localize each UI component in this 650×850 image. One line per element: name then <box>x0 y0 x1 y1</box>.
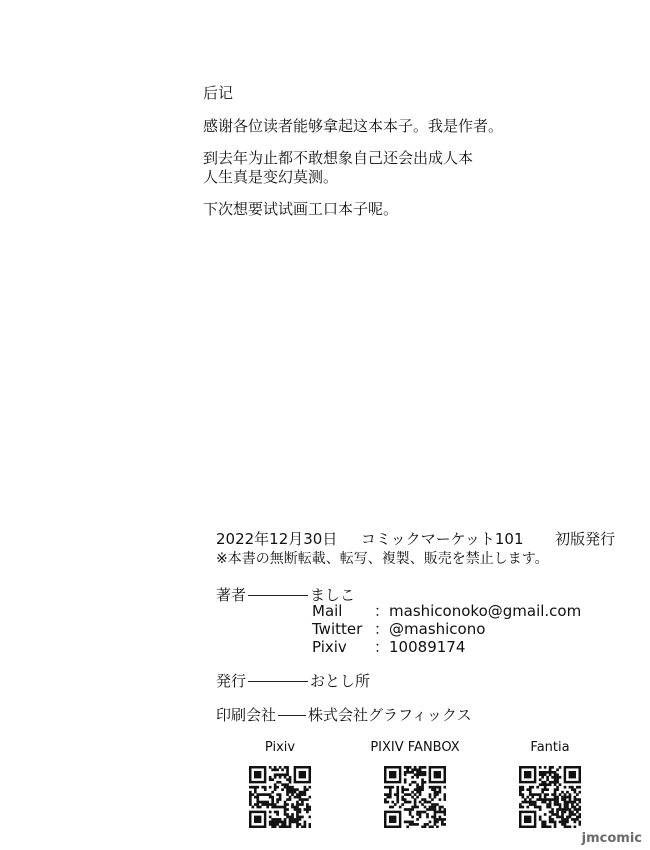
qr-label: Fantia <box>530 740 570 755</box>
leader-line <box>248 595 308 596</box>
leader-line <box>278 715 306 716</box>
edition: 初版発行 <box>555 530 616 548</box>
afterword-title: 后记 <box>203 84 234 102</box>
contact-key: Mail <box>312 602 343 620</box>
afterword-paragraph-1 <box>203 117 503 136</box>
qr-code-icon <box>249 766 311 828</box>
publisher-line <box>216 670 370 691</box>
afterword-paragraph-3 <box>203 200 503 219</box>
contact-separator: ： <box>374 620 390 638</box>
printer-name: 株式会社グラフィックス <box>308 706 472 724</box>
contact-separator: ： <box>374 638 390 656</box>
afterword-line: 下次想要试试画工口本子呢。 <box>203 200 399 218</box>
qr-code-icon <box>519 766 581 828</box>
contact-value: @mashicono <box>389 620 486 638</box>
printer-line <box>216 704 472 725</box>
copyright-notice: ※本書の無断転載、転写、複製、販売を禁止します。 <box>216 551 549 567</box>
contact-key: Twitter <box>312 620 363 638</box>
afterword-line: 到去年为止都不敢想象自己还会出成人本 <box>203 149 474 167</box>
afterword <box>203 84 503 232</box>
qr-label: Pixiv <box>264 740 296 755</box>
afterword-line: 人生真是变幻莫测。 <box>203 168 339 186</box>
contact-mail <box>312 602 581 620</box>
event-name: コミックマーケット101 <box>360 530 524 548</box>
contact-value: 10089174 <box>389 638 466 656</box>
publication-date: 2022年12月30日 <box>216 530 338 548</box>
qr-pixiv-fanbox[interactable] <box>360 740 470 828</box>
qr-label: PIXIV FANBOX <box>370 740 460 755</box>
watermark-logo: jmcomic <box>581 831 642 846</box>
contact-twitter <box>312 620 581 638</box>
publisher-label: 発行 <box>216 672 247 690</box>
qr-code-icon <box>384 766 446 828</box>
qr-fantia[interactable] <box>508 740 592 828</box>
contact-separator: ： <box>374 602 390 620</box>
author-label: 著者 <box>216 586 247 604</box>
colophon-date-line <box>216 528 615 549</box>
contact-key: Pixiv <box>312 638 347 656</box>
publisher-name: おとし所 <box>310 672 371 690</box>
qr-pixiv[interactable] <box>238 740 322 828</box>
contact-list <box>312 602 581 656</box>
leader-line <box>248 681 308 682</box>
afterword-line: 感谢各位读者能够拿起这本本子。我是作者。 <box>203 117 504 135</box>
contact-value: mashiconoko@gmail.com <box>389 602 582 620</box>
contact-pixiv <box>312 638 581 656</box>
printer-label: 印刷会社 <box>216 706 277 724</box>
afterword-paragraph-2 <box>203 149 503 187</box>
author-name: ましこ <box>310 586 356 604</box>
